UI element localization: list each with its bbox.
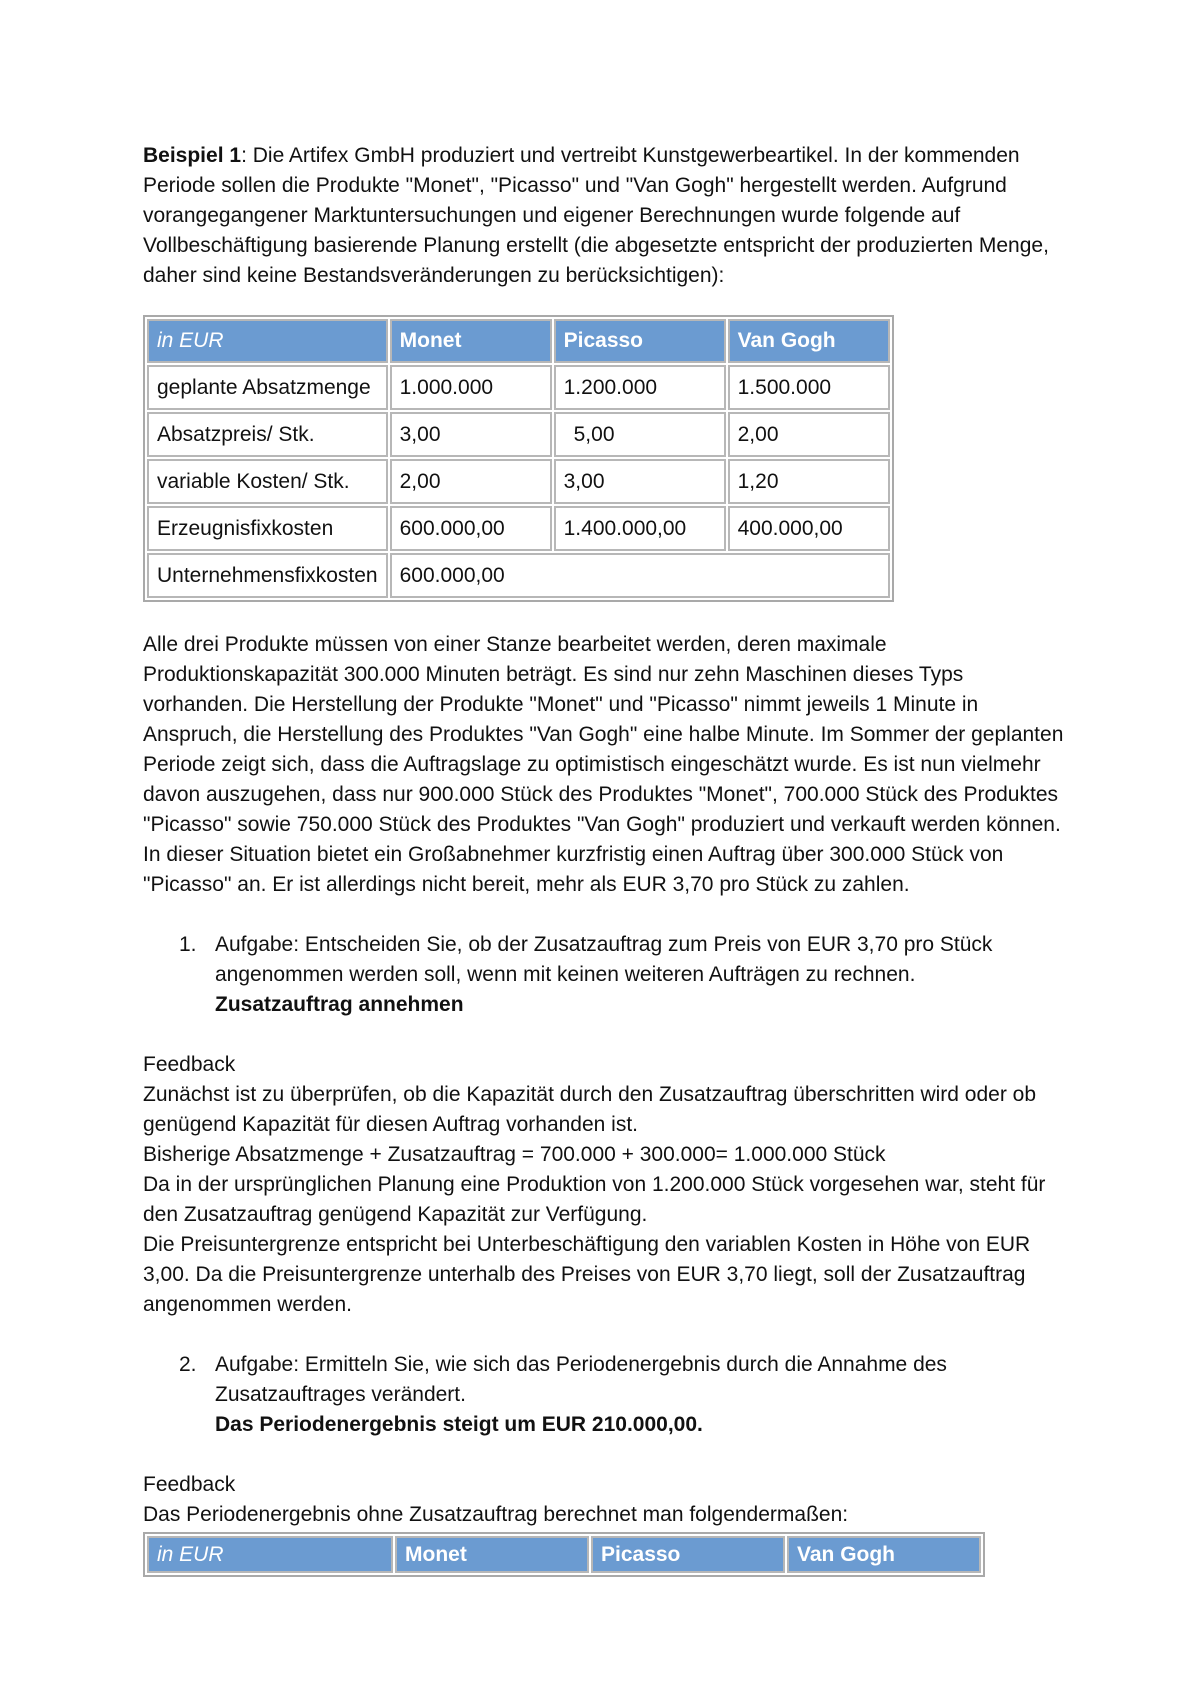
table-row bbox=[147, 412, 890, 457]
header-cell-monet: Monet bbox=[390, 319, 552, 363]
result-table bbox=[143, 1532, 985, 1577]
task-item bbox=[143, 1350, 1073, 1440]
table-row bbox=[147, 553, 890, 598]
table-header-row bbox=[147, 1536, 981, 1573]
feedback-title: Feedback bbox=[143, 1473, 236, 1496]
cell-value: 3,00 bbox=[390, 412, 552, 457]
table-row bbox=[147, 506, 890, 551]
intro-paragraph bbox=[143, 141, 1073, 291]
cell-value: 5,00 bbox=[554, 412, 726, 457]
task-item bbox=[143, 930, 1073, 1020]
header-cell-van-gogh: Van Gogh bbox=[787, 1536, 981, 1573]
header-cell-monet: Monet bbox=[395, 1536, 589, 1573]
row-label: Erzeugnisfixkosten bbox=[147, 506, 388, 551]
task-list-1 bbox=[143, 930, 1073, 1020]
feedback-title: Feedback bbox=[143, 1053, 236, 1076]
task-number: 2. bbox=[179, 1353, 197, 1376]
feedback-section-1 bbox=[143, 1050, 1073, 1320]
cell-value: 1.200.000 bbox=[554, 365, 726, 410]
header-cell-currency: in EUR bbox=[147, 1536, 393, 1573]
row-label: geplante Absatzmenge bbox=[147, 365, 388, 410]
feedback-line: Das Periodenergebnis ohne Zusatzauftrag berechnet man folgendermaßen: bbox=[143, 1503, 849, 1526]
cell-value: 1.400.000,00 bbox=[554, 506, 726, 551]
row-label: Absatzpreis/ Stk. bbox=[147, 412, 388, 457]
task-answer: Zusatzauftrag annehmen bbox=[215, 993, 464, 1016]
example-label: Beispiel 1 bbox=[143, 144, 242, 167]
task-text: Aufgabe: Entscheiden Sie, ob der Zusatzauftrag zum Preis von EUR 3,70 pro Stück angenommen werden soll, wenn mit keinen weiteren Aufträgen zu rechnen. bbox=[215, 933, 993, 986]
feedback-line: Zunächst ist zu überprüfen, ob die Kapazität durch den Zusatzauftrag überschritten wird oder ob genügend Kapazität für diesen Auftrag vorhanden ist. bbox=[143, 1083, 1037, 1136]
cell-value: 1.500.000 bbox=[728, 365, 890, 410]
intro-text: : Die Artifex GmbH produziert und vertreibt Kunstgewerbeartikel. In der kommenden Periode sollen die Produkte "Monet", "Picasso" und "Van Gogh" hergestellt werden. Aufgrund vorangegangener Marktuntersuchungen und eigener Berechnungen wurde folgende auf Vollbeschäftigung basierende Planung erstellt (die abgesetzte entspricht der produzierten Menge, daher sind keine Bestandsveränderungen zu berücksichtigen): bbox=[143, 144, 1049, 287]
cell-value: 2,00 bbox=[728, 412, 890, 457]
cell-value: 600.000,00 bbox=[390, 506, 552, 551]
cell-value: 3,00 bbox=[554, 459, 726, 504]
row-label: Unternehmensfixkosten bbox=[147, 553, 388, 598]
table-header-row bbox=[147, 319, 890, 363]
cell-value: 1,20 bbox=[728, 459, 890, 504]
task-text: Aufgabe: Ermitteln Sie, wie sich das Periodenergebnis durch die Annahme des Zusatzauftrages verändert. bbox=[215, 1353, 947, 1406]
cell-value: 400.000,00 bbox=[728, 506, 890, 551]
header-cell-van-gogh: Van Gogh bbox=[728, 319, 890, 363]
table-row bbox=[147, 459, 890, 504]
feedback-section-2 bbox=[143, 1470, 1073, 1530]
feedback-line: Bisherige Absatzmenge + Zusatzauftrag = 700.000 + 300.000= 1.000.000 Stück bbox=[143, 1143, 886, 1166]
header-cell-picasso: Picasso bbox=[591, 1536, 785, 1573]
cell-value: 1.000.000 bbox=[390, 365, 552, 410]
task-number: 1. bbox=[179, 933, 197, 956]
task-answer: Das Periodenergebnis steigt um EUR 210.000,00. bbox=[215, 1413, 703, 1436]
table-row bbox=[147, 365, 890, 410]
planning-table bbox=[143, 315, 894, 602]
cell-value: 2,00 bbox=[390, 459, 552, 504]
task-list-2 bbox=[143, 1350, 1073, 1440]
header-cell-currency: in EUR bbox=[147, 319, 388, 363]
cell-value: 600.000,00 bbox=[390, 553, 890, 598]
row-label: variable Kosten/ Stk. bbox=[147, 459, 388, 504]
scenario-paragraph: Alle drei Produkte müssen von einer Stanze bearbeitet werden, deren maximale Produktionskapazität 300.000 Minuten beträgt. Es sind nur zehn Maschinen dieses Typs vorhanden. Die Herstellung der Produkte "Monet" und "Picasso" nimmt jeweils 1 Minute in Anspruch, die Herstellung des Produktes "Van Gogh" eine halbe Minute. Im Sommer der geplanten Periode zeigt sich, dass die Auftragslage zu optimistisch eingeschätzt wurde. Es ist nun vielmehr davon auszugehen, dass nur 900.000 Stück des Produktes "Monet", 700.000 Stück des Produktes "Picasso" sowie 750.000 Stück des Produktes "Van Gogh" produziert und verkauft werden können. In dieser Situation bietet ein Großabnehmer kurzfristig einen Auftrag über 300.000 Stück von "Picasso" an. Er ist allerdings nicht bereit, mehr als EUR 3,70 pro Stück zu zahlen. bbox=[143, 633, 1064, 896]
feedback-line: Die Preisuntergrenze entspricht bei Unterbeschäftigung den variablen Kosten in Höhe von EUR 3,00. Da die Preisuntergrenze unterhalb des Preises von EUR 3,70 liegt, soll der Zusatzauftrag angenommen werden. bbox=[143, 1233, 1031, 1316]
document-content bbox=[143, 141, 1073, 1577]
feedback-line: Da in der ursprünglichen Planung eine Produktion von 1.200.000 Stück vorgesehen war, steht für den Zusatzauftrag genügend Kapazität zur Verfügung. bbox=[143, 1173, 1046, 1226]
header-cell-picasso: Picasso bbox=[554, 319, 726, 363]
